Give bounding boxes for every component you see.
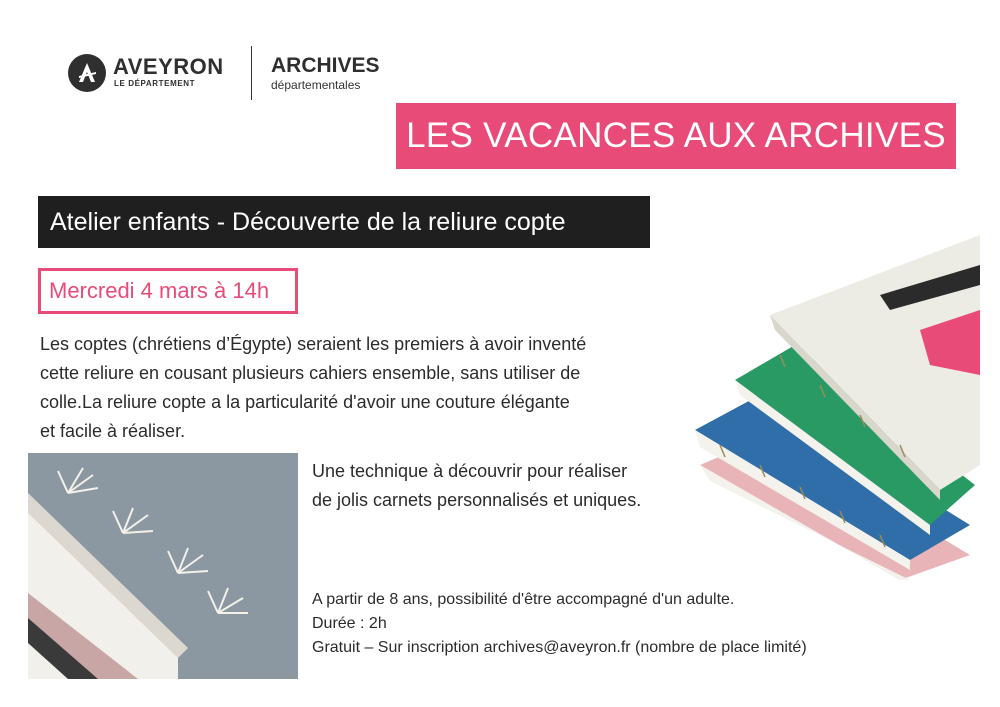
registration-info: Gratuit – Sur inscription archives@aveyron.fr (nombre de place limité) bbox=[312, 639, 807, 656]
header-divider bbox=[251, 46, 252, 100]
intro-line: colle.La reliure copte a la particularité d'avoir une couture élégante bbox=[40, 392, 570, 412]
archives-title: ARCHIVES bbox=[271, 54, 380, 77]
duration-info: Durée : 2h bbox=[312, 615, 387, 632]
archives-subtitle: départementales bbox=[271, 78, 361, 92]
header bbox=[68, 46, 398, 102]
bookbinding-photo-right bbox=[680, 235, 980, 580]
intro-line: cette reliure en cousant plusieurs cahiers ensemble, sans utiliser de bbox=[40, 363, 581, 383]
intro-line: et facile à réaliser. bbox=[40, 421, 186, 441]
technique-line: de jolis carnets personnalisés et uniques. bbox=[312, 490, 642, 510]
brand-name: AVEYRON bbox=[113, 54, 224, 79]
practical-info bbox=[312, 588, 872, 660]
brand-subtitle: LE DÉPARTEMENT bbox=[114, 79, 196, 88]
workshop-title: Atelier enfants - Découverte de la reliure copte bbox=[38, 196, 650, 248]
event-banner: LES VACANCES AUX ARCHIVES bbox=[396, 103, 956, 169]
technique-paragraph bbox=[312, 457, 692, 515]
intro-paragraph bbox=[40, 330, 660, 446]
age-info: A partir de 8 ans, possibilité d'être accompagné d'un adulte. bbox=[312, 591, 735, 608]
intro-line: Les coptes (chrétiens d’Égypte) seraient les premiers à avoir inventé bbox=[40, 334, 587, 354]
aveyron-logo-icon bbox=[68, 54, 106, 92]
bookbinding-photo-left bbox=[28, 453, 298, 679]
technique-line: Une technique à découvrir pour réaliser bbox=[312, 461, 628, 481]
event-date: Mercredi 4 mars à 14h bbox=[38, 268, 298, 314]
